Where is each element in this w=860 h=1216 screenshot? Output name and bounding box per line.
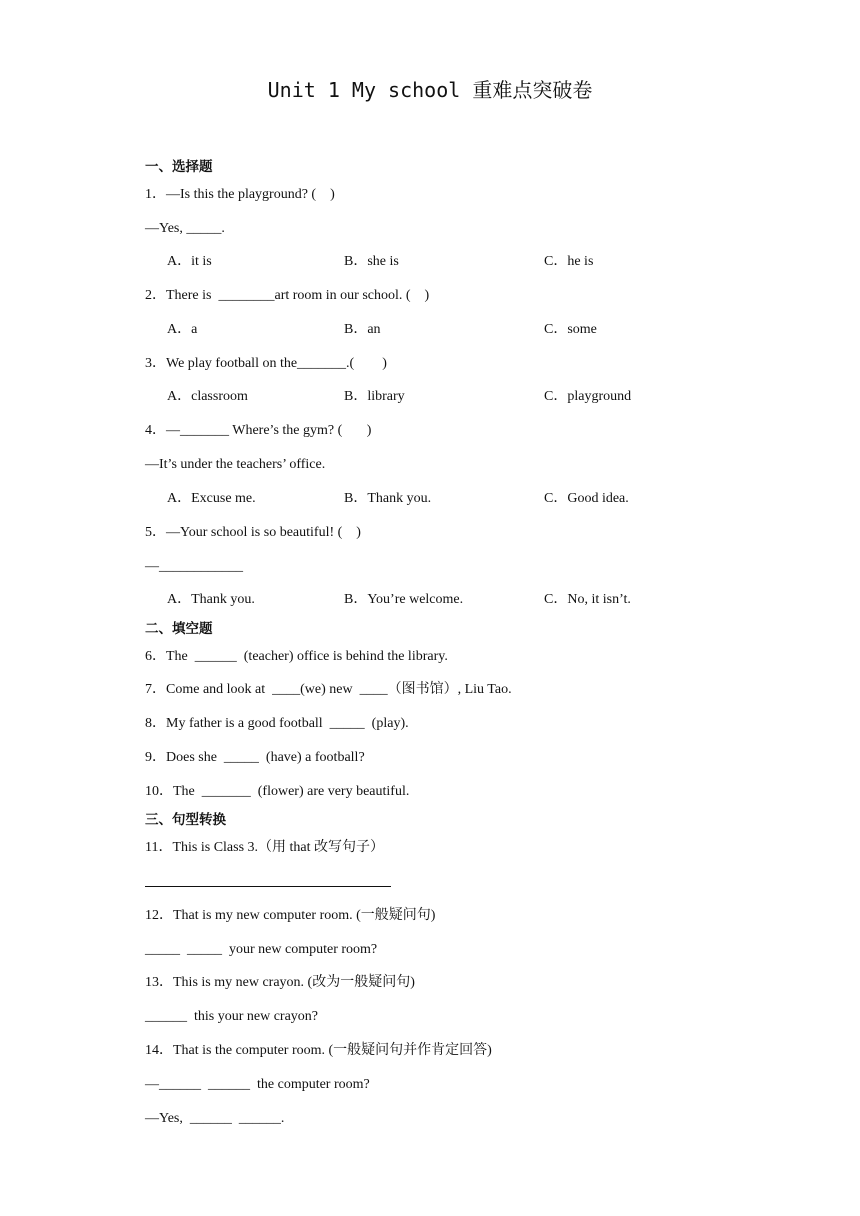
q5-option-b: B．You’re welcome. [344,592,464,607]
question-9: 9．Does she _____ (have) a football? [145,750,365,765]
q1-option-b: B．she is [344,254,399,269]
question-4: 4．—_______ Where’s the gym? ( ) [145,423,372,438]
q3-option-a: A．classroom [167,389,248,404]
question-11-answer-blank [145,886,391,887]
question-5: 5．—Your school is so beautiful! ( ) [145,525,361,540]
question-11: 11．This is Class 3.（用 that 改写句子） [145,840,385,855]
q1-option-c: C．he is [544,254,594,269]
question-8: 8．My father is a good football _____ (play). [145,716,409,731]
section-heading-sentence-transform: 三、句型转换 [145,812,226,828]
question-10: 10．The _______ (flower) are very beautiful. [145,784,410,799]
question-14-answer-line: —______ ______ the computer room? [145,1077,370,1092]
question-4-answer-line: —It’s under the teachers’ office. [145,457,326,472]
question-12: 12．That is my new computer room. (一般疑问句) [145,908,436,923]
q2-option-a: A．a [167,322,198,337]
q2-option-c: C．some [544,322,597,337]
question-1-answer-line: —Yes, _____. [145,221,225,236]
q2-option-b: B．an [344,322,381,337]
q4-option-a: A．Excuse me. [167,491,256,506]
q5-option-a: A．Thank you. [167,592,255,607]
q4-option-c: C．Good idea. [544,491,629,506]
question-1: 1．—Is this the playground? ( ) [145,187,335,202]
question-13: 13．This is my new crayon. (改为一般疑问句) [145,975,415,990]
question-5-answer-line: —____________ [145,559,243,574]
question-14: 14．That is the computer room. (一般疑问句并作肯定回答) [145,1043,492,1058]
q1-option-a: A．it is [167,254,212,269]
q4-option-b: B．Thank you. [344,491,432,506]
question-6: 6．The ______ (teacher) office is behind the library. [145,649,448,664]
question-12-answer-line: _____ _____ your new computer room? [145,942,378,957]
q3-option-b: B．library [344,389,405,404]
question-3: 3．We play football on the_______.( ) [145,356,387,371]
question-13-answer-line: ______ this your new crayon? [145,1009,319,1024]
q5-option-c: C．No, it isn’t. [544,592,631,607]
question-14-answer-line-2: —Yes, ______ ______. [145,1111,285,1126]
question-7: 7．Come and look at ____(we) new ____（图书馆）, Liu Tao. [145,682,512,697]
question-2: 2．There is ________art room in our school. ( ) [145,288,430,303]
section-heading-choice: 一、选择题 [145,159,213,175]
section-heading-fill-in: 二、填空题 [145,621,213,637]
page-title: Unit 1 My school 重难点突破卷 [267,78,593,102]
q3-option-c: C．playground [544,389,632,404]
